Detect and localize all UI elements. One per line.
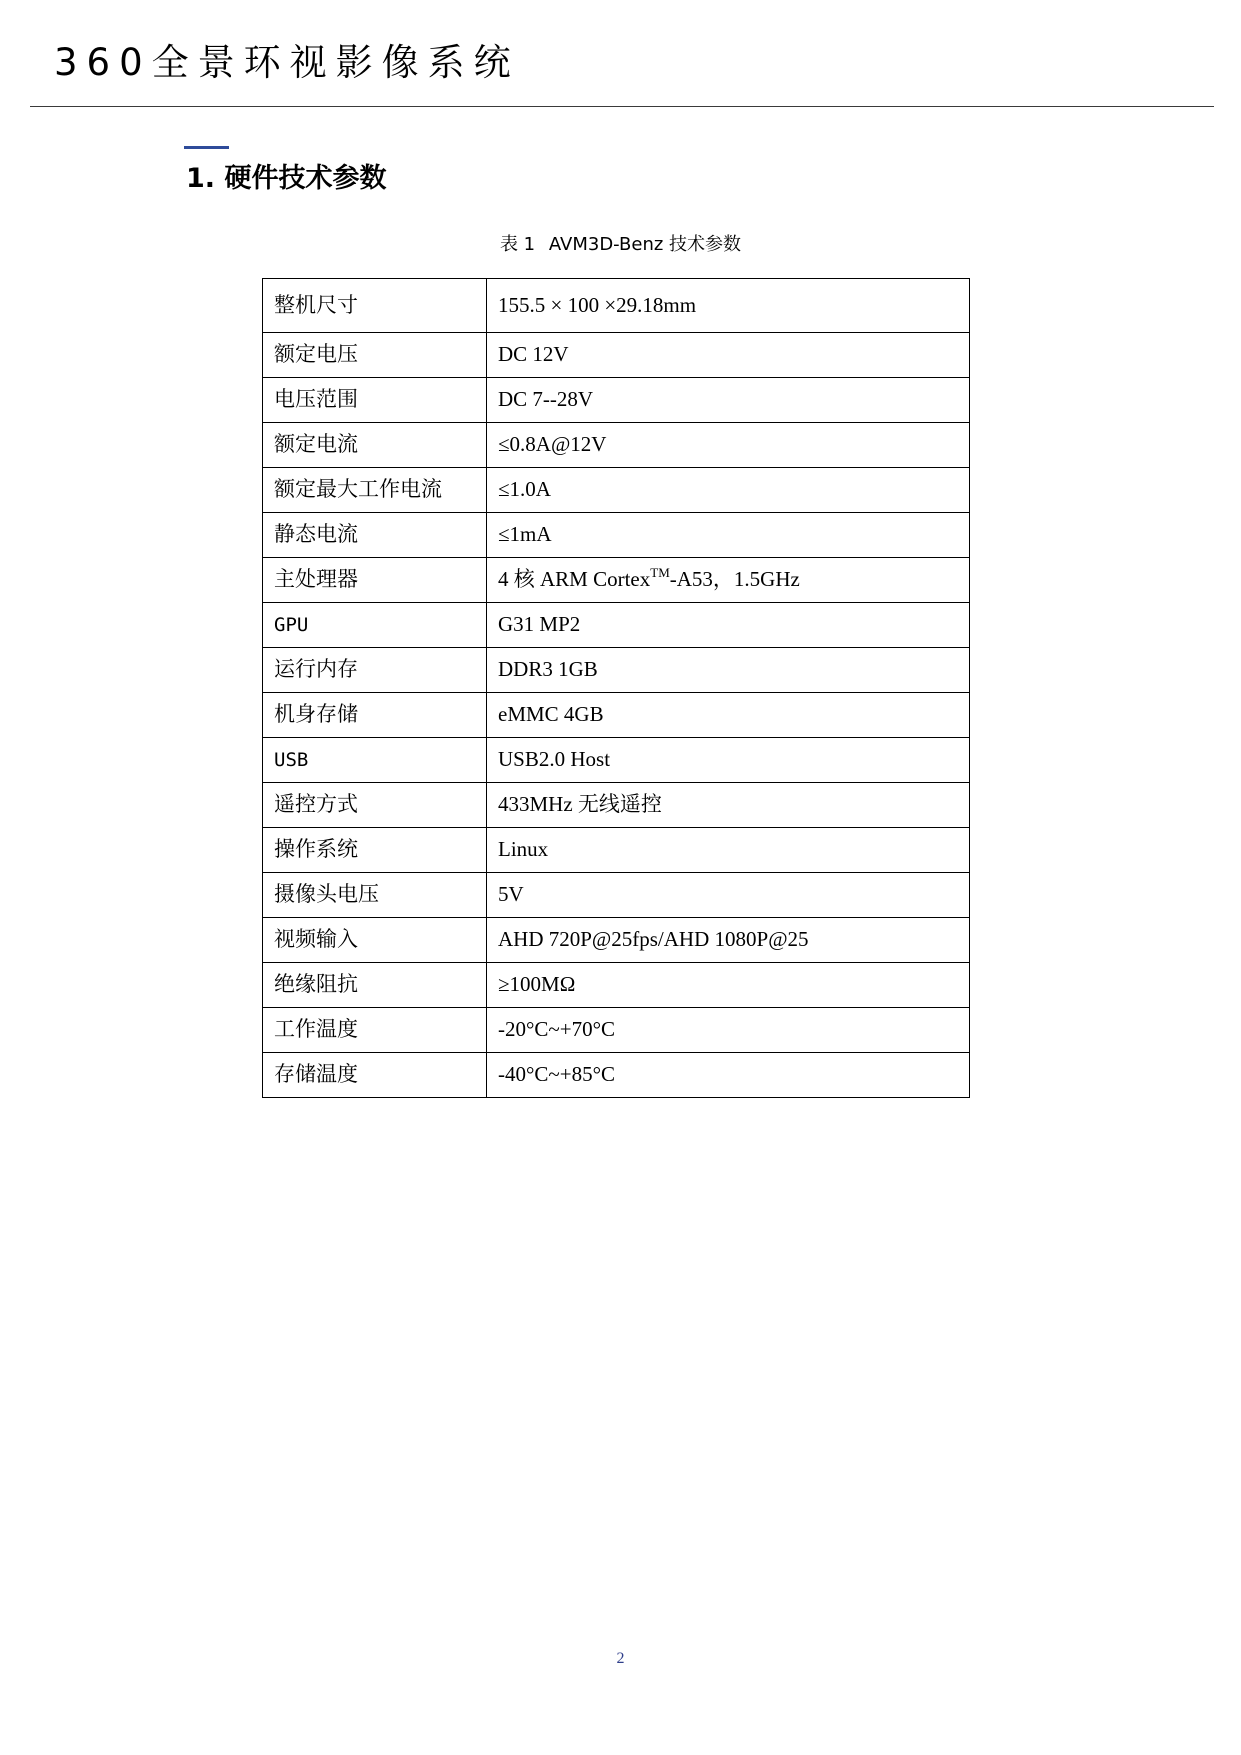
spec-key: 额定最大工作电流: [263, 468, 487, 513]
spec-value: -20°C~+70°C: [487, 1008, 970, 1053]
spec-key: 整机尺寸: [263, 279, 487, 333]
spec-value: DC 7--28V: [487, 378, 970, 423]
spec-value: 5V: [487, 873, 970, 918]
spec-value: -40°C~+85°C: [487, 1053, 970, 1098]
spec-value: 433MHz 无线遥控: [487, 783, 970, 828]
spec-value: DC 12V: [487, 333, 970, 378]
table-row: [263, 873, 970, 918]
spec-value: eMMC 4GB: [487, 693, 970, 738]
table-caption-label: 表 1: [499, 234, 536, 255]
spec-value: AHD 720P@25fps/AHD 1080P@25: [487, 918, 970, 963]
spec-value-prefix: 4 核 ARM Cortex: [498, 567, 651, 592]
spec-value: ≤1mA: [487, 513, 970, 558]
table-row: [263, 693, 970, 738]
header-divider: [30, 106, 1214, 107]
table-caption-text: AVM3D-Benz 技术参数: [548, 234, 742, 255]
spec-value: ≤1.0A: [487, 468, 970, 513]
document-header-title: 360全景环视影像系统: [54, 41, 520, 84]
spec-key: 电压范围: [263, 378, 487, 423]
table-row: [263, 648, 970, 693]
trademark-superscript: TM: [650, 565, 670, 581]
table-caption: [0, 234, 1241, 256]
spec-value-suffix: -A53，1.5GHz: [669, 567, 800, 592]
spec-key: 操作系统: [263, 828, 487, 873]
spec-value: USB2.0 Host: [487, 738, 970, 783]
table-row: [263, 378, 970, 423]
spec-key: 存储温度: [263, 1053, 487, 1098]
table-row: [263, 279, 970, 333]
spec-key: 绝缘阻抗: [263, 963, 487, 1008]
spec-key: USB: [263, 738, 487, 783]
page-number: 2: [616, 1650, 625, 1667]
table-row: [263, 1008, 970, 1053]
table-row: [263, 738, 970, 783]
table-row: [263, 468, 970, 513]
spec-value: [487, 558, 970, 603]
spec-key: 静态电流: [263, 513, 487, 558]
spec-key: GPU: [263, 603, 487, 648]
spec-table: [262, 278, 970, 1098]
spec-key: 额定电流: [263, 423, 487, 468]
spec-value: ≤0.8A@12V: [487, 423, 970, 468]
section-heading: 1. 硬件技术参数: [186, 163, 387, 194]
table-row: [263, 1053, 970, 1098]
section-accent-bar: [184, 146, 229, 149]
spec-value: ≥100MΩ: [487, 963, 970, 1008]
spec-key: 遥控方式: [263, 783, 487, 828]
spec-key: 摄像头电压: [263, 873, 487, 918]
spec-key: 主处理器: [263, 558, 487, 603]
spec-value: G31 MP2: [487, 603, 970, 648]
spec-value: Linux: [487, 828, 970, 873]
spec-key: 工作温度: [263, 1008, 487, 1053]
table-row: [263, 963, 970, 1008]
spec-value: DDR3 1GB: [487, 648, 970, 693]
table-row: [263, 423, 970, 468]
table-row: [263, 918, 970, 963]
spec-key: 额定电压: [263, 333, 487, 378]
table-row: [263, 558, 970, 603]
spec-value: 155.5 × 100 ×29.18mm: [487, 279, 970, 333]
spec-key: 视频输入: [263, 918, 487, 963]
table-row: [263, 333, 970, 378]
spec-key: 机身存储: [263, 693, 487, 738]
table-row: [263, 828, 970, 873]
table-row: [263, 783, 970, 828]
table-row: [263, 603, 970, 648]
table-row: [263, 513, 970, 558]
spec-key: 运行内存: [263, 648, 487, 693]
